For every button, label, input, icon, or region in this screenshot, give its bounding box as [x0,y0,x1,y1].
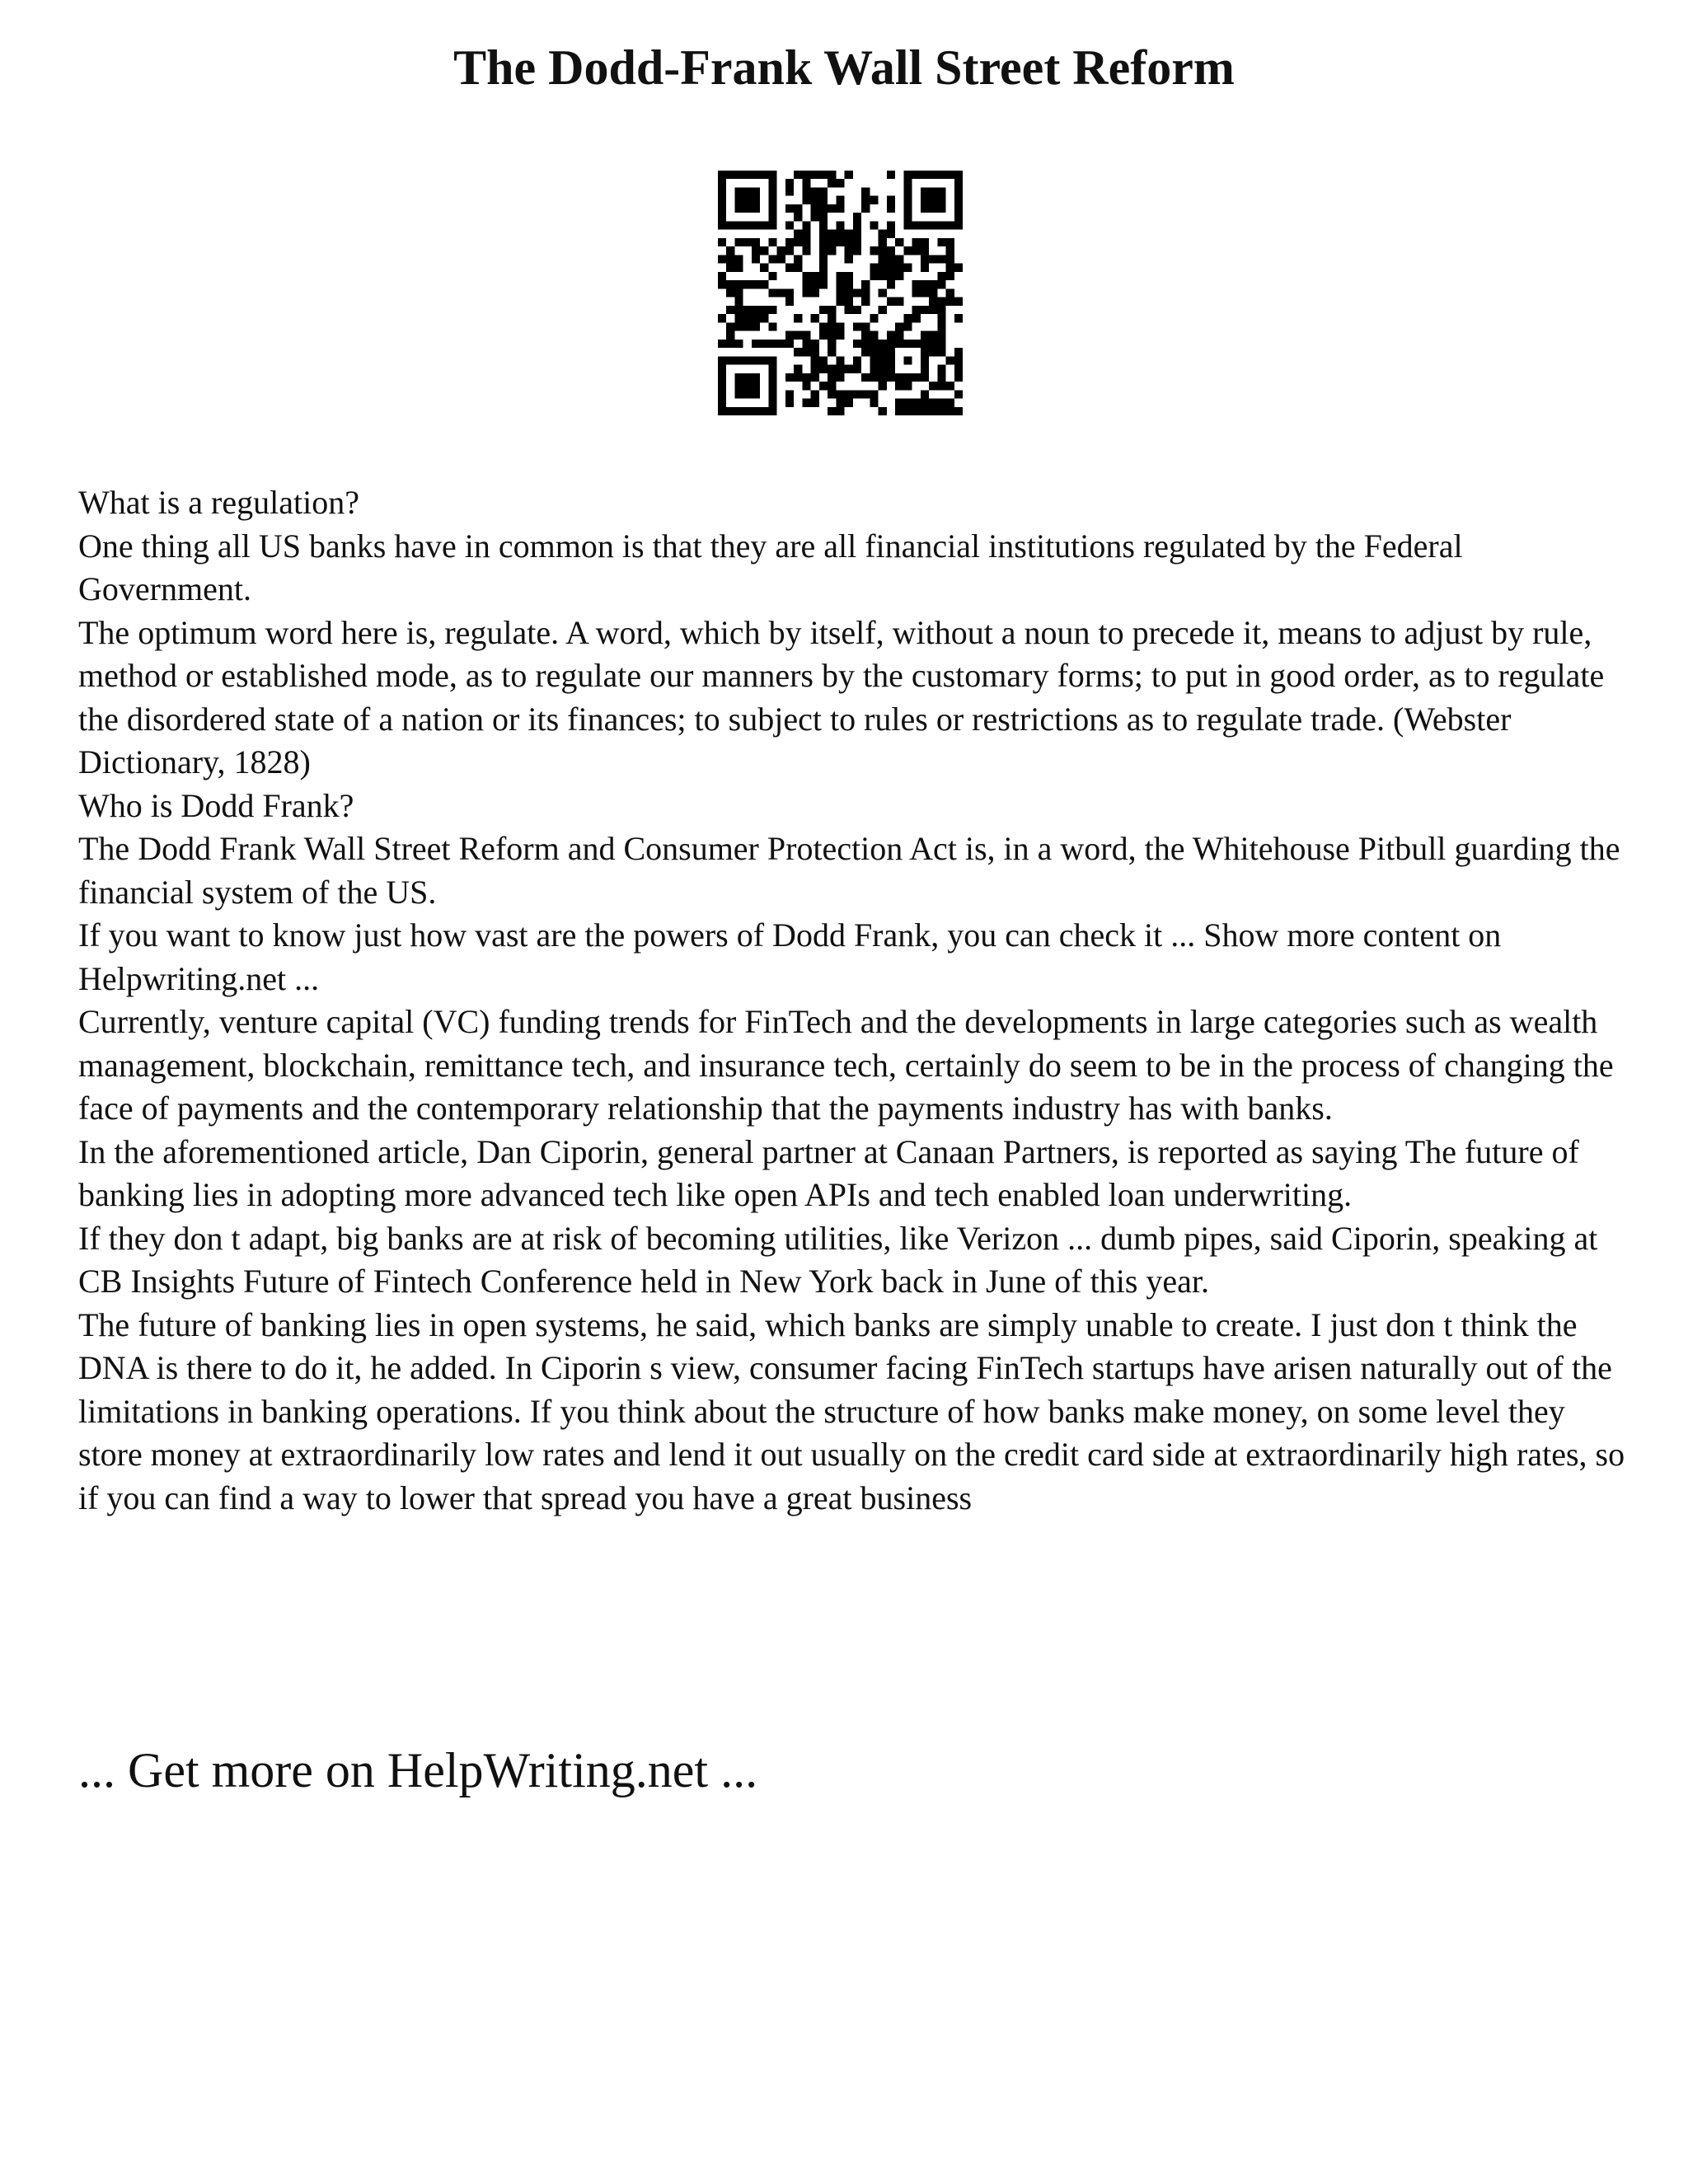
paragraph-ciporin-article: In the aforementioned article, Dan Ciporin, general partner at Canaan Partners, is reported as saying The future of banking lies in adopting more advanced tech like open APIs and tech enabled loan underwriting. [78,1132,1579,1213]
paragraph-show-more: If you want to know just how vast are the powers of Dodd Frank, you can check it ... Show more content on Helpwriting.net ... [78,916,1502,997]
paragraph-open-systems: The future of banking lies in open systems, he said, which banks are simply unable to create. I just don t think the DNA is there to do it, he added. In Ciporin s view, consumer facing FinTech startups have arisen naturally out of the limitations in banking operations. If you think about the structure of how banks make money, on some level they store money at extraordinarily low rates and lend it out usually on the credit card side at extraordinarily high rates, so if you can find a way to lower that spread you have a great business [78,1305,1625,1516]
article-body [78,481,1628,1520]
get-more-link[interactable]: ... Get more on HelpWriting.net ... [78,1743,758,1797]
paragraph-dodd-frank-act: The Dodd Frank Wall Street Reform and Consumer Protection Act is, in a word, the Whitehouse Pitbull guarding the financial system of the US. [78,830,1620,911]
paragraph-vc-funding: Currently, venture capital (VC) funding trends for FinTech and the developments in large categories such as wealth management, blockchain, remittance tech, and insurance tech, certainly do seem to be in the process of changing the face of payments and the contemporary relationship that the payments industry has with banks. [78,1003,1614,1127]
document-title: The Dodd-Frank Wall Street Reform [453,40,1235,95]
paragraph-question-dodd-frank: Who is Dodd Frank? [78,786,354,824]
paragraph-question-regulation: What is a regulation? [78,484,359,521]
paragraph-big-banks-risk: If they don t adapt, big banks are at risk of becoming utilities, like Verizon ... dumb pipes, said Ciporin, speaking at CB Insights Future of Fintech Conference held in New York back in June of this year. [78,1219,1598,1300]
paragraph-banks-regulated: One thing all US banks have in common is that they are all financial institutions regulated by the Federal Government. [78,527,1463,607]
qr-code-icon[interactable] [718,171,963,415]
paragraph-regulate-definition: The optimum word here is, regulate. A word, which by itself, without a noun to precede it, means to adjust by rule, method or established mode, as to regulate our manners by the customary forms; to put in good order, as to regulate the disordered state of a nation or its finances; to subject to rules or restrictions as to regulate trade. (Webster Dictionary, 1828) [78,613,1605,780]
